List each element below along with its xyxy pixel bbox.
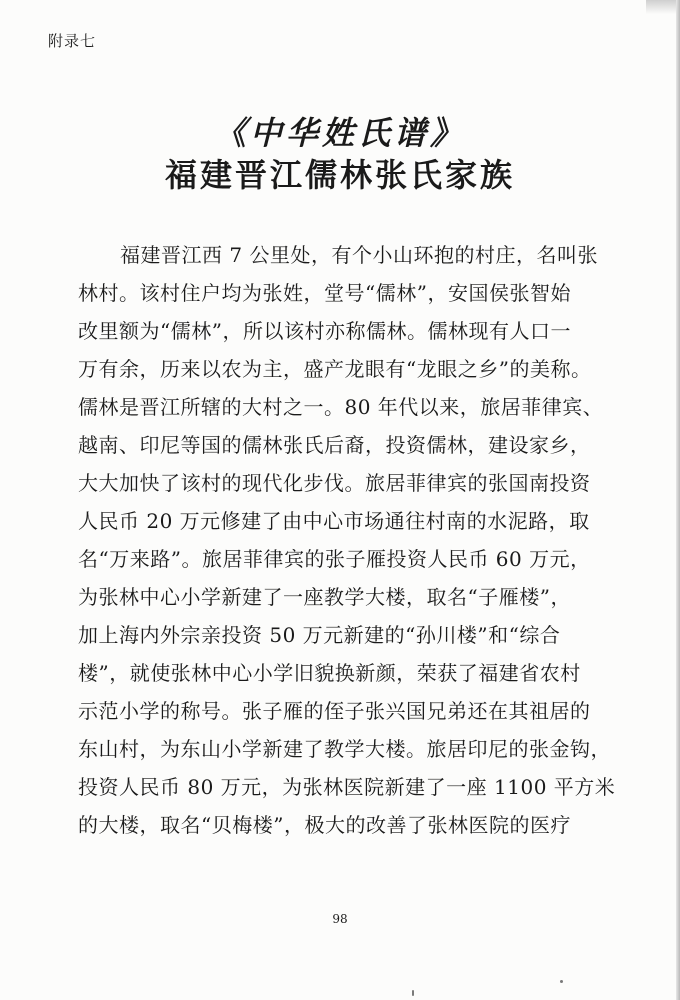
text-line: 儒林是晋江所辖的大村之一。80 年代以来，旅居菲律宾、 [78, 395, 604, 419]
text-line: 楼”，就使张林中心小学旧貌换新颜，荣获了福建省农村 [78, 661, 581, 685]
text-line: 加上海内外宗亲投资 50 万元新建的“孙川楼”和“综合 [78, 623, 561, 647]
text-line: 福建晋江西 7 公里处，有个小山环抱的村庄，名叫张 [120, 243, 598, 267]
appendix-label: 附录七 [48, 32, 97, 50]
scan-speck [560, 980, 563, 983]
body-text [78, 236, 618, 844]
text-line: 林村。该村住户均为张姓，堂号“儒林”，安国侯张智始 [78, 281, 571, 305]
text-line: 为张林中心小学新建了一座教学大楼，取名“子雁楼”， [78, 585, 571, 609]
text-line: 人民币 20 万元修建了由中心市场通往村南的水泥路，取 [78, 509, 590, 533]
page-title: 福建晋江儒林张氏家族 [164, 156, 515, 194]
text-line: 东山村，为东山小学新建了教学大楼。旅居印尼的张金钩， [78, 737, 611, 761]
series-title: 《中华姓氏谱》 [213, 114, 466, 152]
text-line: 名“万来路”。旅居菲律宾的张子雁投资人民币 60 万元， [78, 547, 591, 571]
text-line: 示范小学的称号。张子雁的侄子张兴国兄弟还在其祖居的 [78, 699, 591, 723]
text-line: 的大楼，取名“贝梅楼”，极大的改善了张林医院的医疗 [78, 813, 571, 837]
scan-corner-shadow [646, 0, 676, 14]
text-line: 投资人民币 80 万元，为张林医院新建了一座 1100 平方米 [78, 775, 616, 799]
text-line: 大大加快了该村的现代化步伐。旅居菲律宾的张国南投资 [78, 471, 591, 495]
scan-speck [412, 990, 414, 996]
page-number: 98 [332, 912, 348, 926]
text-line: 改里额为“儒林”，所以该村亦称儒林。儒林现有人口一 [78, 319, 571, 343]
text-line: 越南、印尼等国的儒林张氏后裔，投资儒林，建设家乡， [78, 433, 591, 457]
text-line: 万有余，历来以农为主，盛产龙眼有“龙眼之乡”的美称。 [78, 357, 592, 381]
